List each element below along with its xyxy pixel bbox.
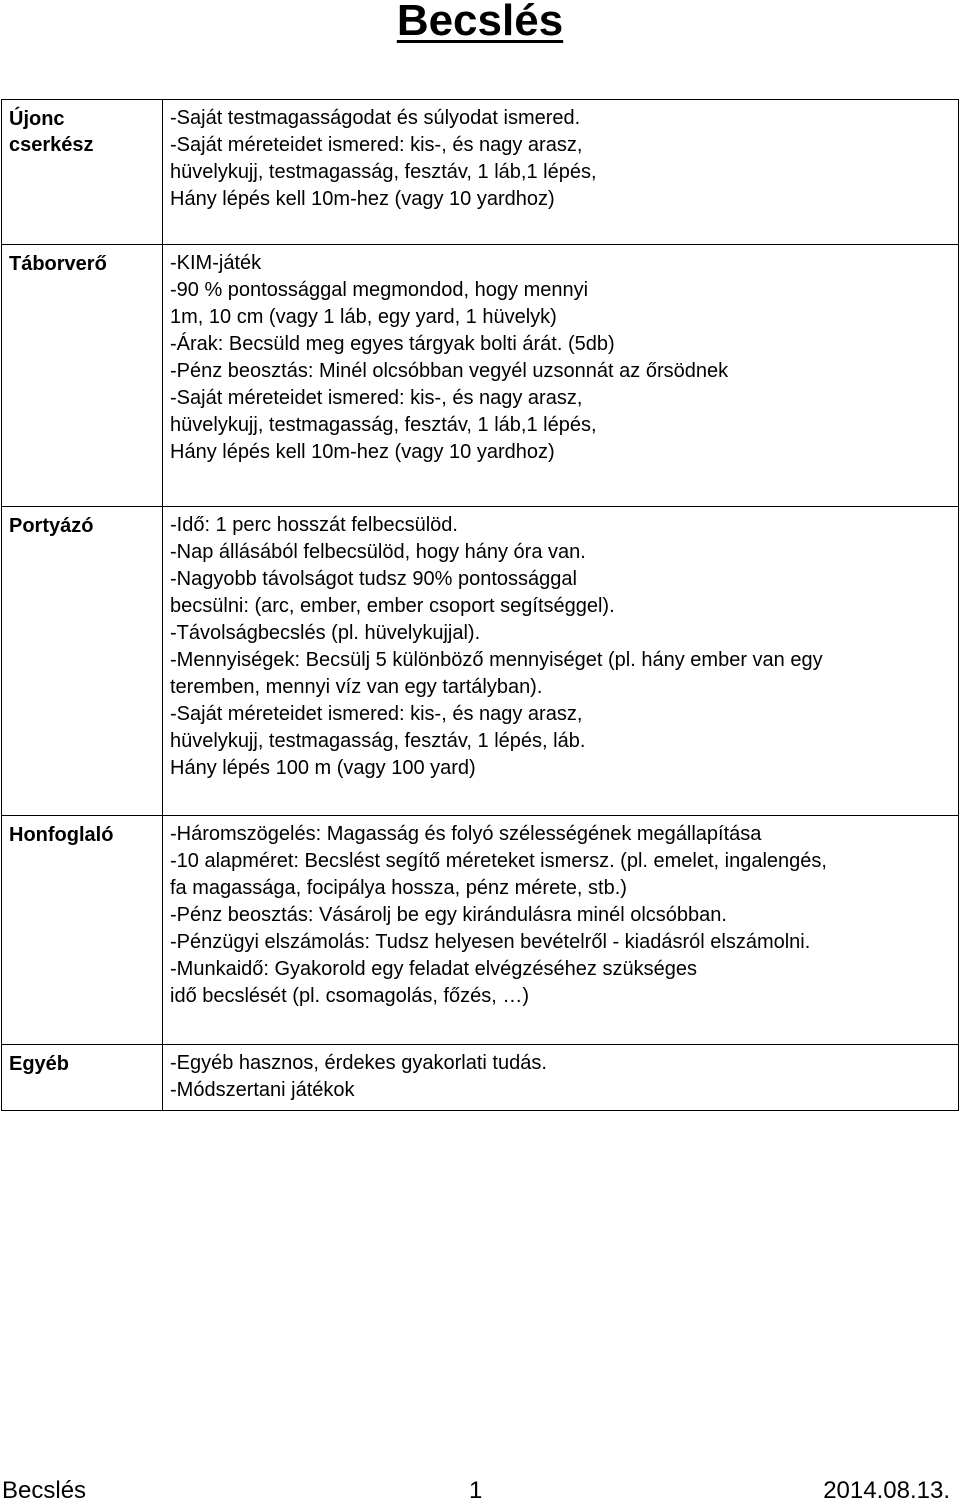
- table-row: [2, 100, 959, 245]
- content-line: idő becslését (pl. csomagolás, főzés, …): [170, 985, 530, 1007]
- category-label: Egyéb: [9, 1053, 70, 1075]
- content-line: hüvelykujj, testmagasság, fesztáv, 1 lépés, láb.: [170, 730, 586, 752]
- content-line: -Nagyobb távolságot tudsz 90% pontossággal: [170, 568, 577, 590]
- content-line: -90 % pontossággal megmondod, hogy mennyi: [170, 279, 589, 301]
- category-cell: [2, 816, 163, 1045]
- content-line: -Idő: 1 perc hosszát felbecsülöd.: [170, 514, 458, 536]
- content-line: Hány lépés 100 m (vagy 100 yard): [170, 757, 476, 779]
- category-cell: [2, 245, 163, 507]
- footer-date: 2014.08.13.: [823, 1477, 950, 1504]
- page-footer: [0, 1476, 960, 1506]
- content-line: -KIM-játék: [170, 252, 262, 274]
- content-cell: [163, 816, 959, 1045]
- content-line: -Mennyiségek: Becsülj 5 különböző mennyiséget (pl. hány ember van egy: [170, 649, 823, 671]
- content-cell: [163, 100, 959, 245]
- category-label: Honfoglaló: [9, 824, 114, 846]
- footer-title: Becslés: [2, 1477, 87, 1504]
- content-line: becsülni: (arc, ember, ember csoport segítséggel).: [170, 595, 615, 617]
- content-line: -Pénz beosztás: Vásárolj be egy kirándulásra minél olcsóbban.: [170, 904, 727, 926]
- content-line: Hány lépés kell 10m-hez (vagy 10 yardhoz): [170, 188, 555, 210]
- content-line: -Pénz beosztás: Minél olcsóbban vegyél uzsonnát az őrsödnek: [170, 360, 729, 382]
- content-line: -Saját testmagasságodat és súlyodat ismered.: [170, 107, 581, 129]
- content-line: Hány lépés kell 10m-hez (vagy 10 yardhoz): [170, 441, 555, 463]
- content-line: teremben, mennyi víz van egy tartályban).: [170, 676, 543, 698]
- page-number: 1: [469, 1477, 483, 1504]
- table-row: [2, 245, 959, 507]
- category-label: Portyázó: [9, 515, 94, 537]
- content-line: hüvelykujj, testmagasság, fesztáv, 1 láb,1 lépés,: [170, 161, 597, 183]
- content-line: hüvelykujj, testmagasság, fesztáv, 1 láb,1 lépés,: [170, 414, 597, 436]
- skills-table: [1, 99, 959, 1111]
- content-line: 1m, 10 cm (vagy 1 láb, egy yard, 1 hüvelyk): [170, 306, 557, 328]
- content-line: -Pénzügyi elszámolás: Tudsz helyesen bevételről - kiadásról elszámolni.: [170, 931, 811, 953]
- page-title: Becslés: [396, 0, 564, 45]
- content-cell: [163, 245, 959, 507]
- category-cell: [2, 1045, 163, 1111]
- content-line: -Árak: Becsüld meg egyes tárgyak bolti árát. (5db): [170, 333, 615, 355]
- content-line: fa magassága, focipálya hossza, pénz mérete, stb.): [170, 877, 627, 899]
- category-cell: [2, 100, 163, 245]
- content-line: -Saját méreteidet ismered: kis-, és nagy arasz,: [170, 387, 583, 409]
- content-cell: [163, 1045, 959, 1111]
- content-line: -Saját méreteidet ismered: kis-, és nagy arasz,: [170, 703, 583, 725]
- table-row: [2, 816, 959, 1045]
- content-line: -Módszertani játékok: [170, 1079, 355, 1101]
- table-row: [2, 507, 959, 816]
- content-cell: [163, 507, 959, 816]
- content-line: -Egyéb hasznos, érdekes gyakorlati tudás.: [170, 1052, 547, 1074]
- table-row: [2, 1045, 959, 1111]
- content-line: -10 alapméret: Becslést segítő méreteket ismersz. (pl. emelet, ingalengés,: [170, 850, 827, 872]
- content-line: -Távolságbecslés (pl. hüvelykujjal).: [170, 622, 481, 644]
- content-line: -Nap állásából felbecsülöd, hogy hány óra van.: [170, 541, 586, 563]
- category-cell: [2, 507, 163, 816]
- content-line: -Munkaidő: Gyakorold egy feladat elvégzéséhez szükséges: [170, 958, 697, 980]
- category-label: Újonc cserkész: [9, 108, 94, 156]
- content-line: -Saját méreteidet ismered: kis-, és nagy arasz,: [170, 134, 583, 156]
- category-label: Táborverő: [9, 253, 107, 275]
- content-line: -Háromszögelés: Magasság és folyó szélességének megállapítása: [170, 823, 762, 845]
